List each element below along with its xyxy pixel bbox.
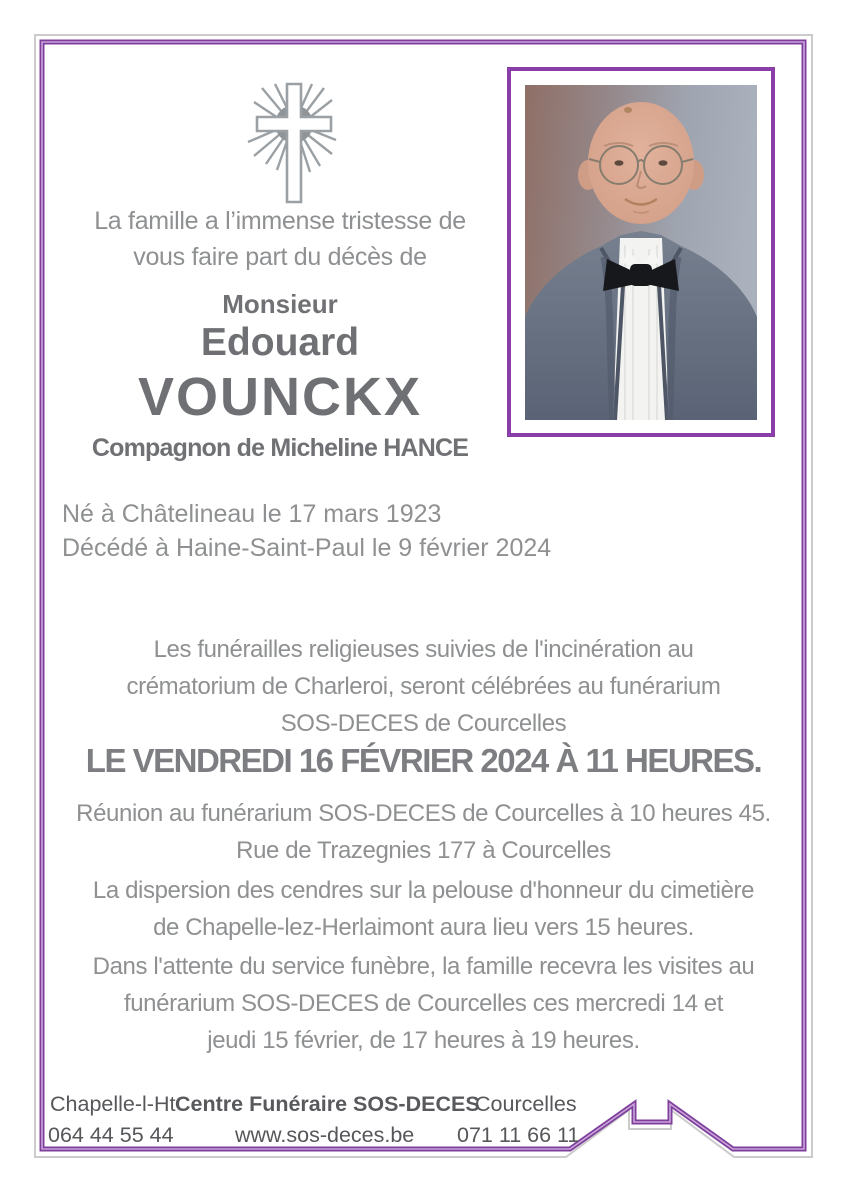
footer-website: www.sos-deces.be xyxy=(235,1123,415,1147)
ceremony-line-3: SOS-DECES de Courcelles xyxy=(280,710,567,737)
deceased-title: Monsieur xyxy=(222,289,338,319)
death-line: Décédé à Haine-Saint-Paul le 9 février 2024 xyxy=(62,534,552,562)
cross-rays-icon xyxy=(238,78,338,206)
footer-phone-left: 064 44 55 44 xyxy=(48,1123,174,1147)
dispersion-line-2: de Chapelle-lez-Herlaimont aura lieu vers 15 heures. xyxy=(153,914,694,941)
portrait-photo xyxy=(525,85,757,420)
meeting-line-2: Rue de Trazegnies 177 à Courcelles xyxy=(236,837,611,864)
vitals-text xyxy=(62,497,551,565)
visits-text xyxy=(30,948,817,1059)
footer-phone-right: 071 11 66 11 xyxy=(457,1123,580,1147)
deceased-first-name: Edouard xyxy=(200,321,360,364)
visits-line-2: funérarium SOS-DECES de Courcelles ces mercredi 14 et xyxy=(123,990,724,1017)
ceremony-line-2: crématorium de Charleroi, seront célébrées au funérarium xyxy=(126,673,721,700)
ceremony-date-line: LE VENDREDI 16 FÉVRIER 2024 À 11 HEURES. xyxy=(85,742,762,779)
visits-line-1: Dans l'attente du service funèbre, la famille recevra les visites au xyxy=(92,953,755,980)
footer-company: Centre Funéraire SOS-DECES xyxy=(175,1092,480,1116)
deceased-last-name: VOUNCKX xyxy=(137,367,423,427)
footer-location-right: Courcelles xyxy=(475,1092,577,1116)
meeting-line-1: Réunion au funérarium SOS-DECES de Courcelles à 10 heures 45. xyxy=(76,800,771,827)
portrait-frame xyxy=(507,67,775,437)
footer-location-left: Chapelle-l-Ht xyxy=(50,1092,176,1116)
intro-text xyxy=(30,203,530,275)
dispersion-line-1: La dispersion des cendres sur la pelouse d'honneur du cimetière xyxy=(92,877,755,904)
intro-line-1: La famille a l’immense tristesse de xyxy=(94,207,466,235)
ceremony-line-1: Les funérailles religieuses suivies de l'incinération au xyxy=(153,636,694,663)
meeting-text xyxy=(30,795,817,869)
visits-line-3: jeudi 15 février, de 17 heures à 19 heures. xyxy=(207,1027,640,1054)
birth-line: Né à Châtelineau le 17 mars 1923 xyxy=(62,500,442,528)
deceased-relation: Compagnon de Micheline HANCE xyxy=(91,434,469,462)
dispersion-text xyxy=(30,872,817,946)
ceremony-text xyxy=(30,631,817,742)
intro-line-2: vous faire part du décès de xyxy=(133,243,427,271)
